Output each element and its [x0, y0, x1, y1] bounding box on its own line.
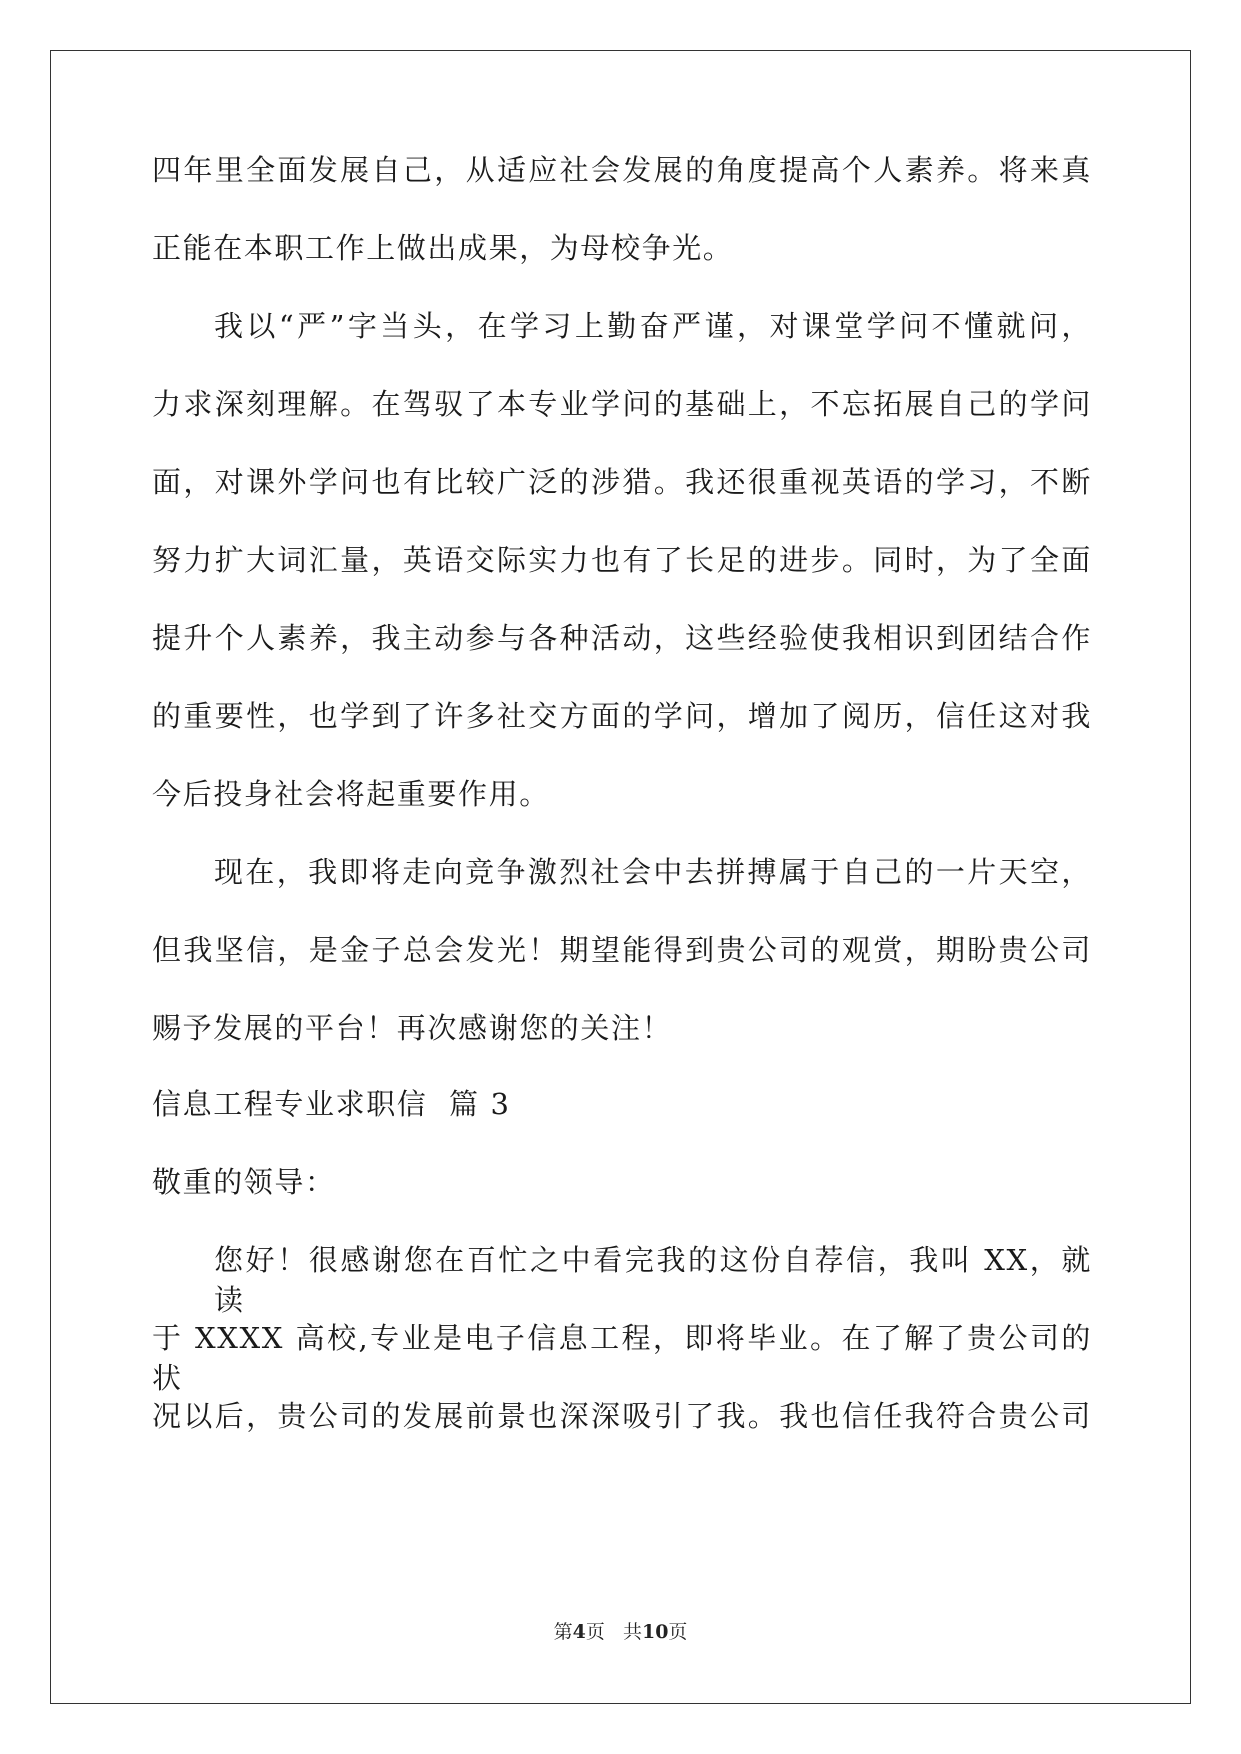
body-text-line: 正能在本职工作上做出成果，为母校争光。 [152, 231, 734, 265]
body-text-line: 况以后，贵公司的发展前景也深深吸引了我。我也信任我符合贵公司 [152, 1399, 1092, 1433]
total-pages-number: 10 [641, 1621, 669, 1643]
body-text-line: 您好！很感谢您在百忙之中看完我的这份自荐信，我叫 XX，就读 [214, 1243, 1092, 1317]
page-prefix: 第 [553, 1621, 573, 1643]
page-suffix: 页 [585, 1621, 605, 1643]
body-text-line: 今后投身社会将起重要作用。 [152, 777, 550, 811]
body-text-line: 赐予发展的平台！再次感谢您的关注！ [152, 1011, 673, 1045]
body-text-line: 面，对课外学问也有比较广泛的涉猎。我还很重视英语的学习，不断 [152, 465, 1092, 499]
body-text-line: 现在，我即将走向竞争激烈社会中去拼搏属于自己的一片天空， [214, 855, 1092, 889]
body-text-line: 的重要性，也学到了许多社交方面的学问，增加了阅历，信任这对我 [152, 699, 1092, 733]
body-text-line: 努力扩大词汇量，英语交际实力也有了长足的进步。同时，为了全面 [152, 543, 1092, 577]
body-text-line: 我以“严”字当头，在学习上勤奋严谨，对课堂学问不懂就问， [214, 309, 1092, 343]
total-suffix: 页 [668, 1621, 688, 1643]
salutation: 敬重的领导： [152, 1165, 336, 1199]
total-prefix: 共 [622, 1621, 642, 1643]
current-page-number: 4 [572, 1621, 586, 1643]
body-text-line: 力求深刻理解。在驾驭了本专业学问的基础上，不忘拓展自己的学问 [152, 387, 1092, 421]
body-text-line: 四年里全面发展自己，从适应社会发展的角度提高个人素养。将来真 [152, 153, 1092, 187]
body-text-line: 提升个人素养，我主动参与各种活动，这些经验使我相识到团结合作 [152, 621, 1092, 655]
body-text-line: 但我坚信，是金子总会发光！期望能得到贵公司的观赏，期盼贵公司 [152, 933, 1092, 967]
page-number-footer [0, 1620, 1241, 1644]
body-text-line: 于 XXXX 高校,专业是电子信息工程，即将毕业。在了解了贵公司的状 [152, 1321, 1092, 1395]
section-heading: 信息工程专业求职信 篇 3 [152, 1087, 511, 1121]
